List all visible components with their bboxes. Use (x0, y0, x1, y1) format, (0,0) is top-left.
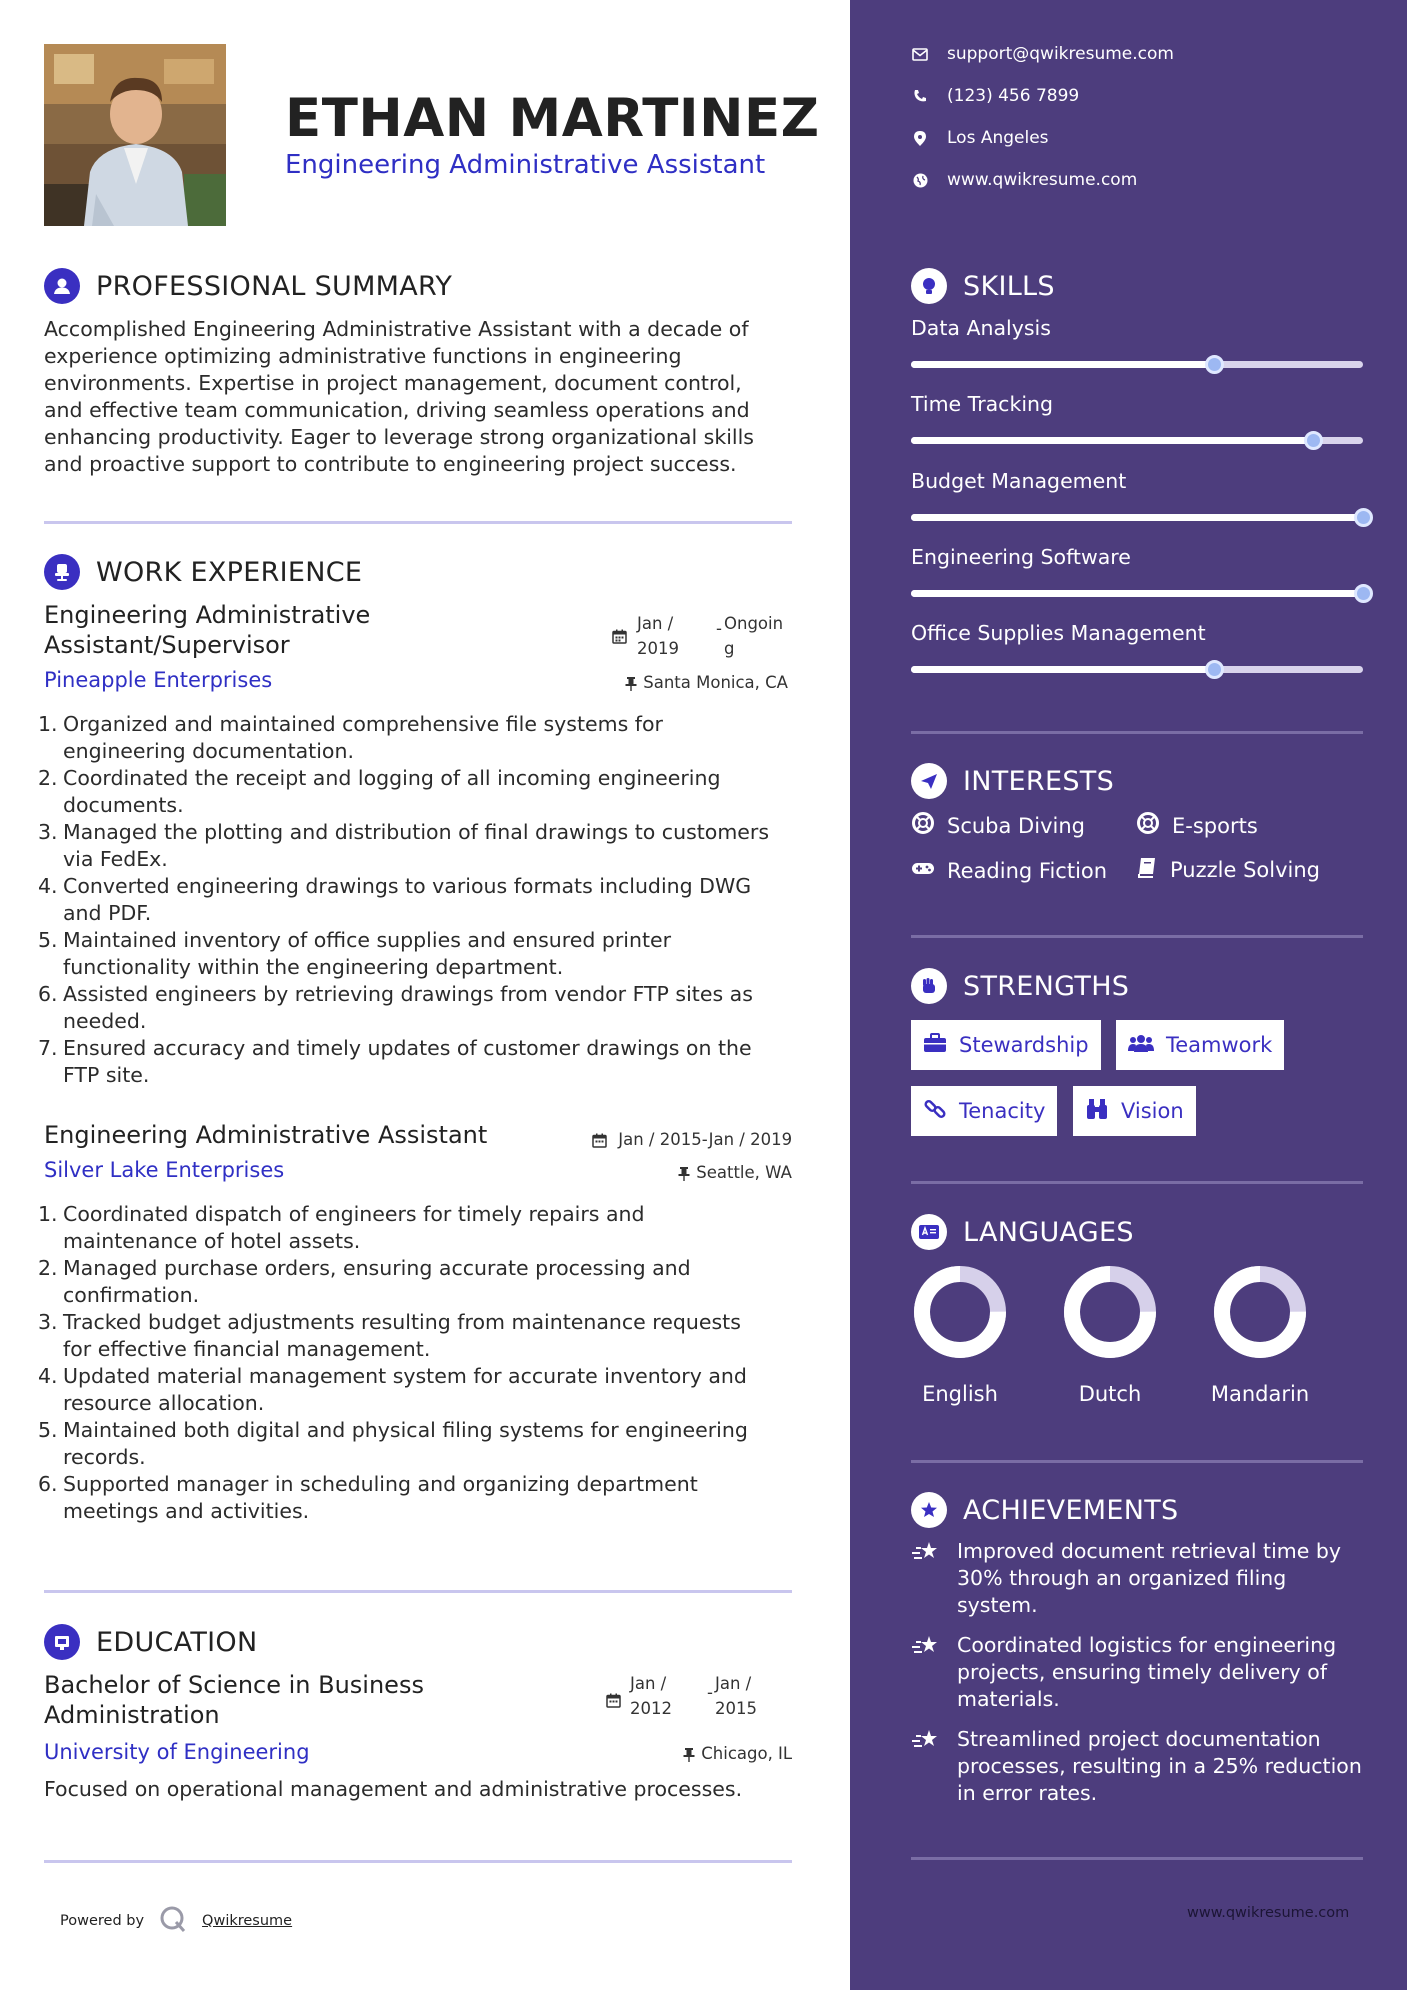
date-separator: - (707, 1683, 713, 1702)
strengths-title: STRENGTHS (963, 970, 1130, 1002)
divider (911, 935, 1363, 938)
globe-icon (911, 171, 929, 189)
interest-item (911, 856, 1107, 885)
users-icon (1128, 1033, 1154, 1058)
date-separator: - (716, 619, 722, 638)
job-bullets (44, 1201, 794, 1525)
powered-by-label: Powered by (60, 1913, 145, 1929)
languages-title: LANGUAGES (963, 1216, 1134, 1248)
star-badge-icon (911, 1492, 947, 1528)
skill-bar-knob (1354, 508, 1373, 527)
paper-plane-icon (911, 763, 947, 799)
job-role-line: Engineering Administrative (44, 601, 371, 629)
contact-phone[interactable] (911, 86, 1079, 106)
skill-bar-knob (1205, 660, 1224, 679)
achievement-item (911, 1726, 1371, 1807)
achievement-line: Streamlined project documentation (957, 1727, 1321, 1751)
location-text: Chicago, IL (701, 1744, 793, 1763)
strength-tag (1073, 1086, 1196, 1136)
summary-line: Accomplished Engineering Administrative Assistant with a decade of (44, 317, 749, 341)
link-icon (923, 1097, 947, 1126)
list-item: Coordinated the receipt and logging of all incoming engineering documents. (63, 766, 721, 817)
summary-line: experience optimizing administrative functions in engineering (44, 344, 682, 368)
achievement-line: system. (957, 1593, 1038, 1617)
skill-bar-knob (1205, 355, 1224, 374)
list-item: Tracked budget adjustments resulting from maintenance requests for effective financial management. (63, 1310, 741, 1361)
list-item: Ensured accuracy and timely updates of customer drawings on the FTP site. (63, 1036, 752, 1087)
language-item (1040, 1264, 1180, 1406)
skill-bar-fill (911, 590, 1363, 597)
education-heading (44, 1624, 257, 1660)
summary-title: PROFESSIONAL SUMMARY (96, 270, 453, 302)
date-line: Jan / (637, 614, 674, 633)
interest-label: Reading Fiction (947, 858, 1108, 883)
list-item: Managed purchase orders, ensuring accurate processing and confirmation. (63, 1256, 691, 1307)
job-location (624, 673, 788, 692)
phone-icon (911, 87, 929, 105)
shooting-star-icon (911, 1632, 943, 1713)
degree-line: Bachelor of Science in Business (44, 1671, 424, 1699)
gamepad-icon (911, 856, 935, 885)
date-line: Jan / (715, 1674, 752, 1693)
achievement-item (911, 1632, 1371, 1713)
skill-label: Office Supplies Management (911, 621, 1206, 645)
chair-icon (44, 554, 80, 590)
job-dates (592, 1130, 792, 1149)
skill-bar-fill (911, 514, 1363, 521)
job-role (44, 1120, 487, 1150)
achievement-item (911, 1538, 1371, 1619)
job-location (677, 1163, 792, 1182)
contact-location (911, 128, 1049, 148)
divider (44, 1590, 792, 1593)
experience-title: WORK EXPERIENCE (96, 556, 363, 588)
job-company: Silver Lake Enterprises (44, 1158, 285, 1182)
interests-heading (911, 763, 1114, 799)
list-item: Organized and maintained comprehensive file systems for engineering documentation. (63, 712, 663, 763)
sidebar (850, 0, 1407, 1990)
envelope-icon (911, 45, 929, 63)
qwikresume-logo-icon (158, 1904, 188, 1938)
date-line: 2015 (715, 1699, 757, 1718)
contact-website[interactable] (911, 170, 1137, 190)
list-item: Assisted engineers by retrieving drawings from vendor FTP sites as needed. (63, 982, 753, 1033)
achievements-heading (911, 1492, 1179, 1528)
candidate-title: Engineering Administrative Assistant (285, 150, 766, 180)
calendar-icon (612, 626, 627, 645)
strength-tag (1116, 1020, 1284, 1070)
interest-label: Puzzle Solving (1170, 857, 1320, 882)
candidate-name: ETHAN MARTINEZ (285, 88, 820, 149)
date-line: 2019 (637, 639, 679, 658)
education-title: EDUCATION (96, 1626, 258, 1658)
shooting-star-icon (911, 1726, 943, 1807)
divider (911, 1857, 1363, 1860)
education-school: University of Engineering (44, 1740, 310, 1764)
phone-text: (123) 456 7899 (947, 86, 1080, 106)
binoculars-icon (1085, 1098, 1109, 1125)
skill-label: Budget Management (911, 469, 1127, 493)
language-label: English (922, 1382, 998, 1406)
skill-bar (911, 590, 1363, 597)
achievement-line: Coordinated logistics for engineering (957, 1633, 1337, 1657)
location-text: Santa Monica, CA (643, 673, 788, 692)
summary-text (44, 316, 794, 478)
date-line: g (724, 639, 735, 658)
strength-tag (911, 1020, 1101, 1070)
divider (44, 1860, 792, 1863)
language-ring (912, 1264, 1008, 1360)
education-degree (44, 1670, 424, 1730)
brand-link[interactable]: Qwikresume (202, 1913, 293, 1929)
education-location (682, 1744, 792, 1763)
edu-start-date (630, 1671, 672, 1721)
list-item: Maintained inventory of office supplies and ensured printer functionality within the engineering department. (63, 928, 672, 979)
job-role-line: Assistant/Supervisor (44, 631, 290, 659)
date-line: Ongoin (724, 614, 784, 633)
language-label: Mandarin (1210, 1382, 1310, 1406)
language-ring (1062, 1264, 1158, 1360)
skill-label: Time Tracking (911, 392, 1054, 416)
skill-bar-knob (1304, 431, 1323, 450)
edu-end-date (715, 1671, 757, 1721)
strengths-heading (911, 968, 1129, 1004)
interests-title: INTERESTS (963, 765, 1115, 797)
strength-label: Vision (1121, 1099, 1184, 1123)
contact-email[interactable] (911, 44, 1174, 64)
interest-item (911, 811, 1085, 840)
graduation-icon (44, 1624, 80, 1660)
list-item: Converted engineering drawings to various formats including DWG and PDF. (63, 874, 752, 925)
list-item: Managed the plotting and distribution of final drawings to customers via FedEx. (63, 820, 770, 871)
powered-by (60, 1904, 292, 1938)
website-text: www.qwikresume.com (947, 170, 1138, 190)
shooting-star-icon (911, 1538, 943, 1619)
interest-item (1136, 856, 1320, 883)
footer-site[interactable]: www.qwikresume.com (1187, 1905, 1350, 1921)
email-text: support@qwikresume.com (947, 44, 1174, 64)
book-icon (1136, 856, 1158, 883)
date-line: Jan / (630, 1674, 667, 1693)
achievement-line: in error rates. (957, 1781, 1098, 1805)
interest-label: Scuba Diving (947, 813, 1085, 838)
skills-heading (911, 268, 1055, 304)
degree-line: Administration (44, 1701, 220, 1729)
summary-line: environments. Expertise in project management, document control, (44, 371, 742, 395)
life-ring-icon (1136, 811, 1160, 840)
skill-bar (911, 666, 1363, 673)
skill-bar (911, 361, 1363, 368)
divider (911, 1181, 1363, 1184)
education-description: Focused on operational management and administrative processes. (44, 1777, 743, 1801)
location-text: Los Angeles (947, 128, 1049, 148)
lightbulb-icon (911, 268, 947, 304)
summary-heading (44, 268, 452, 304)
achievements-title: ACHIEVEMENTS (963, 1494, 1179, 1526)
date-text: Jan / 2015-Jan / 2019 (618, 1130, 793, 1149)
summary-line: and proactive support to contribute to engineering project success. (44, 452, 737, 476)
map-marker-icon (911, 129, 929, 147)
languages-heading (911, 1214, 1134, 1250)
job-role-line: Engineering Administrative Assistant (44, 1121, 488, 1149)
list-item: Coordinated dispatch of engineers for timely repairs and maintenance of hotel assets. (63, 1202, 645, 1253)
pin-icon (677, 1166, 691, 1181)
language-item (890, 1264, 1030, 1406)
list-item: Maintained both digital and physical filing systems for engineering records. (63, 1418, 748, 1469)
job-company: Pineapple Enterprises (44, 668, 273, 692)
briefcase-icon (923, 1033, 947, 1058)
divider (911, 731, 1363, 734)
language-label: Dutch (1078, 1382, 1142, 1406)
achievement-line: projects, ensuring timely delivery of (957, 1660, 1328, 1684)
strength-tag (911, 1086, 1057, 1136)
skill-label: Data Analysis (911, 316, 1051, 340)
list-item: Supported manager in scheduling and organizing department meetings and activities. (63, 1472, 698, 1523)
interest-item (1136, 811, 1258, 840)
skill-bar-knob (1354, 584, 1373, 603)
strength-label: Tenacity (959, 1099, 1046, 1123)
skills-title: SKILLS (963, 270, 1055, 302)
fist-icon (911, 968, 947, 1004)
skill-bar-fill (911, 437, 1313, 444)
achievement-line: Improved document retrieval time by (957, 1539, 1342, 1563)
language-ring (1212, 1264, 1308, 1360)
skill-bar-fill (911, 666, 1214, 673)
achievement-line: processes, resulting in a 25% reduction (957, 1754, 1362, 1778)
list-item: Updated material management system for accurate inventory and resource allocation. (63, 1364, 747, 1415)
location-text: Seattle, WA (696, 1163, 792, 1182)
pin-icon (682, 1747, 696, 1762)
job-bullets (44, 711, 794, 1089)
divider (44, 521, 792, 524)
language-item (1190, 1264, 1330, 1406)
interest-label: E-sports (1172, 813, 1258, 838)
calendar-icon (606, 1690, 621, 1709)
achievement-line: 30% through an organized filing (957, 1566, 1287, 1590)
summary-line: and effective team communication, driving seamless operations and (44, 398, 750, 422)
strength-label: Teamwork (1166, 1033, 1273, 1057)
skill-bar (911, 437, 1363, 444)
achievement-line: materials. (957, 1687, 1060, 1711)
life-ring-icon (911, 811, 935, 840)
job-end-date (724, 611, 783, 661)
translate-icon (911, 1214, 947, 1250)
job-role (44, 600, 370, 660)
profile-photo (44, 44, 226, 226)
date-line: 2012 (630, 1699, 672, 1718)
skill-bar-fill (911, 361, 1214, 368)
job-start-date (637, 611, 679, 661)
skill-bar (911, 514, 1363, 521)
skill-label: Engineering Software (911, 545, 1131, 569)
pin-icon (624, 676, 638, 691)
divider (911, 1460, 1363, 1463)
strength-label: Stewardship (959, 1033, 1089, 1057)
calendar-icon (592, 1133, 607, 1148)
experience-heading (44, 554, 362, 590)
summary-line: enhancing productivity. Eager to leverage strong organizational skills (44, 425, 754, 449)
user-icon (44, 268, 80, 304)
